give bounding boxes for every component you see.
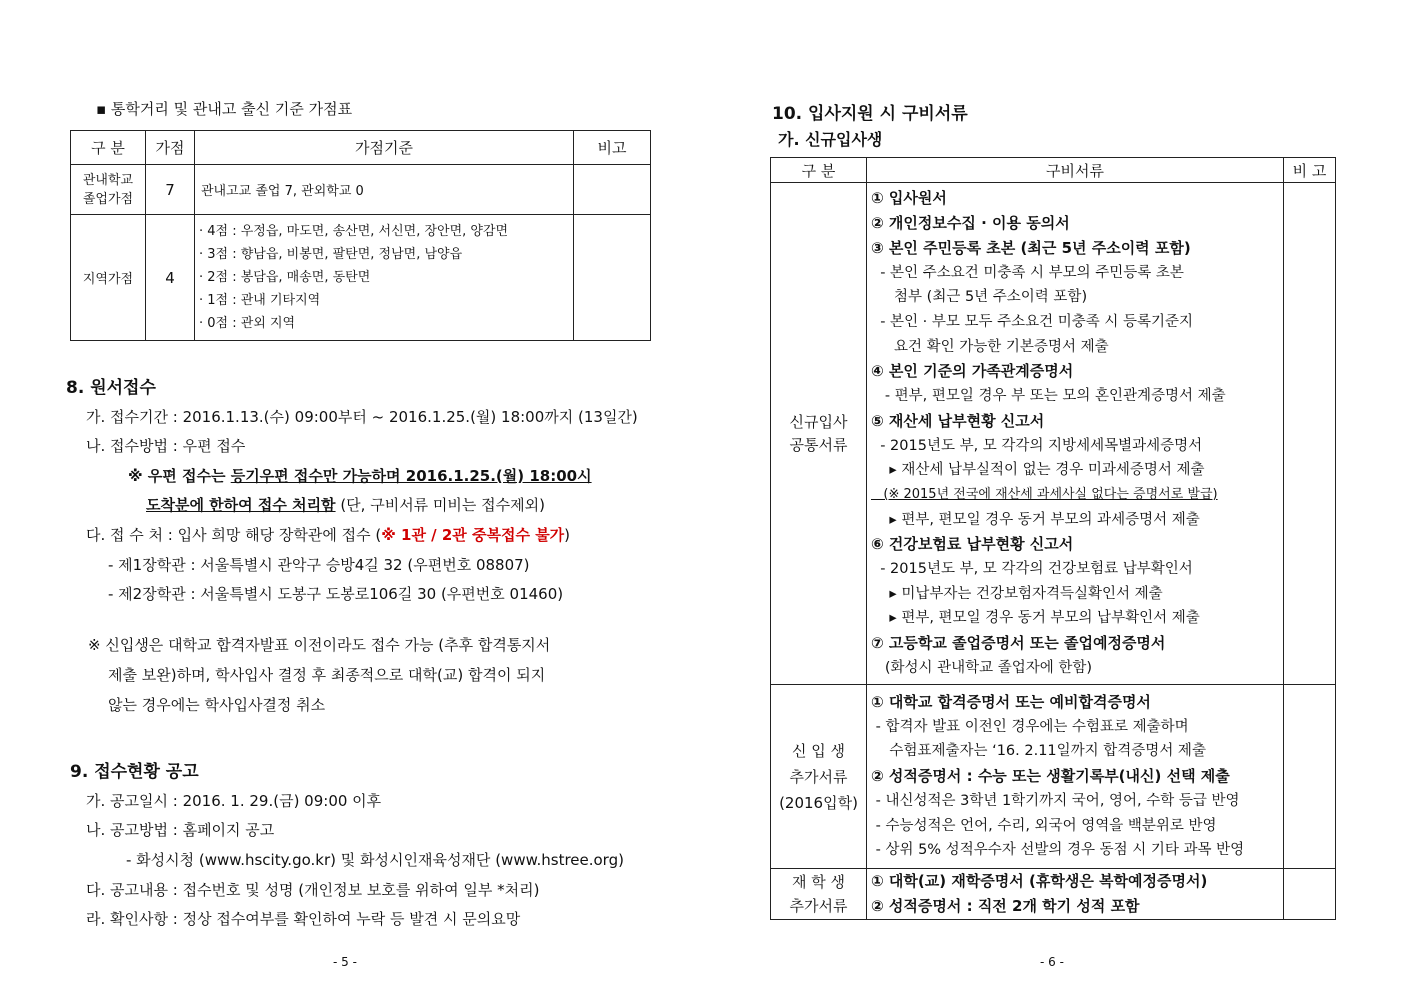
document-line: ② 성적증명서 : 수능 또는 생활기록부(내신) 선택 제출 — [871, 767, 1230, 786]
document-line: - 합격자 발표 이전인 경우에는 수험표로 제출하며 — [871, 718, 1189, 735]
document-line: (※ 2015년 전국에 재산세 과세사실 없다는 증명서로 발급) — [871, 486, 1218, 502]
table-row — [71, 165, 651, 215]
page-number-right: - 6 - — [1040, 955, 1064, 969]
bullet-title: ▪ 통학거리 및 관내고 출신 기준 가점표 — [96, 100, 353, 118]
document-line: - 본인 · 부모 모두 주소요건 미충족 시 등록기준지 — [871, 313, 1194, 330]
document-line: 요건 확인 가능한 기본증명서 제출 — [871, 338, 1109, 355]
section8-method: 나. 접수방법 : 우편 접수 — [86, 437, 246, 455]
document-line: ① 입사원서 — [871, 189, 947, 208]
document-line: - 편부, 편모일 경우 부 또는 모의 혼인관계증명서 제출 — [871, 388, 1226, 405]
section8-notice-2: 도착분에 한하여 접수 처리함 (단, 구비서류 미비는 접수제외) — [146, 496, 545, 514]
table1-header-category: 구 분 — [71, 131, 146, 165]
required-documents-table — [770, 157, 1336, 920]
table2-header-note: 비 고 — [1284, 158, 1336, 183]
row-note — [574, 215, 651, 341]
row-note — [1284, 685, 1336, 869]
table-row — [71, 215, 651, 341]
row-label: 지역가점 — [71, 215, 146, 341]
document-line: - 2015년도 부, 모 각각의 건강보험료 납부확인서 — [871, 561, 1193, 578]
table-row — [771, 685, 1336, 869]
row-label: 신 입 생 추가서류 (2016입학) — [771, 685, 867, 869]
section8-title: 8. 원서접수 — [66, 378, 156, 398]
row-note — [574, 165, 651, 215]
row-note — [1284, 869, 1336, 920]
row-score: 7 — [146, 165, 195, 215]
row-label: 관내학교 졸업가점 — [71, 165, 146, 215]
page-number-left: - 5 - — [333, 955, 357, 969]
row-label: 재 학 생 추가서류 — [771, 869, 867, 920]
document-line: - 상위 5% 성적우수자 선발의 경우 동점 시 기타 과목 반영 — [871, 842, 1245, 859]
document-line: ⑤ 재산세 납부현황 신고서 — [871, 411, 1045, 430]
row-documents — [867, 685, 1284, 869]
section8-remark-1: ※ 신입생은 대학교 합격자발표 이전이라도 접수 가능 (추후 합격통지서 — [88, 636, 551, 654]
section8-place: 다. 접 수 처 : 입사 희망 해당 장학관에 접수 (※ 1관 / 2관 중복접수 불가) — [86, 526, 571, 544]
document-line: ⑥ 건강보험료 납부현황 신고서 — [871, 535, 1074, 554]
document-line: - 2015년도 부, 모 각각의 지방세세목별과세증명서 — [871, 437, 1203, 454]
section9-check: 라. 확인사항 : 정상 접수여부를 확인하여 누락 등 발견 시 문의요망 — [86, 910, 521, 928]
document-line: ④ 본인 기준의 가족관계증명서 — [871, 362, 1074, 381]
section9-content: 다. 공고내용 : 접수번호 및 성명 (개인정보 보호를 위하여 일부 *처리) — [86, 881, 540, 899]
section8-remark-2: 제출 보완)하며, 학사입사 결정 후 최종적으로 대학(교) 합격이 되지 — [108, 666, 546, 684]
section9-title: 9. 접수현황 공고 — [70, 762, 199, 782]
row-criteria: · 4점 : 우정읍, 마도면, 송산면, 서신면, 장안면, 양감면 · 3점 : 향남읍, 비봉면, 팔탄면, 정남면, 남양읍 · 2점 : 봉담읍, 매송면, 동탄면 · 1점 : 관내 기타지역 · 0점 : 관외 지역 — [195, 215, 574, 341]
document-line: (화성시 관내학교 졸업자에 한함) — [871, 659, 1093, 676]
table2-header-category: 구 분 — [771, 158, 867, 183]
row-note — [1284, 183, 1336, 685]
table-row — [771, 183, 1336, 685]
document-line: ▸ 편부, 편모일 경우 동거 부모의 과세증명서 제출 — [871, 511, 1200, 528]
document-line: ⑦ 고등학교 졸업증명서 또는 졸업예정증명서 — [871, 634, 1166, 653]
section8-remark-3: 않는 경우에는 학사입사결정 취소 — [108, 696, 326, 714]
document-line: ▸ 편부, 편모일 경우 동거 부모의 납부확인서 제출 — [871, 610, 1200, 627]
document-line: ③ 본인 주민등록 초본 (최근 5년 주소이력 포함) — [871, 238, 1191, 257]
table1-header-criteria: 가점기준 — [195, 131, 574, 165]
section8-period: 가. 접수기간 : 2016.1.13.(수) 09:00부터 ~ 2016.1.25.(월) 18:00까지 (13일간) — [86, 408, 638, 426]
section9-sites: - 화성시청 (www.hscity.go.kr) 및 화성시인재육성재단 (www.hstree.org) — [126, 851, 624, 869]
document-line: 수험표제출자는 ‘16. 2.11일까지 합격증명서 제출 — [871, 743, 1206, 760]
row-documents — [867, 183, 1284, 685]
document-line: ▸ 미납부자는 건강보험자격득실확인서 제출 — [871, 585, 1163, 602]
row-documents — [867, 869, 1284, 920]
section8-hall2: - 제2장학관 : 서울특별시 도봉구 도봉로106길 30 (우편번호 01460) — [108, 585, 564, 603]
section9-method: 나. 공고방법 : 홈페이지 공고 — [86, 821, 275, 839]
section8-notice-1: ※ 우편 접수는 등기우편 접수만 가능하며 2016.1.25.(월) 18:00시 — [128, 467, 592, 485]
section10-subtitle: 가. 신규입사생 — [778, 130, 883, 149]
document-line: ① 대학(교) 재학증명서 (휴학생은 복학예정증명서) — [871, 872, 1208, 891]
table1-header-score: 가점 — [146, 131, 195, 165]
table-row — [771, 869, 1336, 920]
document-line: - 본인 주소요건 미충족 시 부모의 주민등록 초본 — [871, 264, 1184, 281]
document-line: - 내신성적은 3학년 1학기까지 국어, 영어, 수학 등급 반영 — [871, 792, 1240, 809]
bonus-points-table — [70, 130, 651, 341]
document-line: ② 성적증명서 : 직전 2개 학기 성적 포함 — [871, 897, 1140, 915]
document-line: ② 개인정보수집 · 이용 동의서 — [871, 214, 1070, 233]
document-line: - 수능성적은 언어, 수리, 외국어 영역을 백분위로 반영 — [871, 817, 1217, 834]
document-line: ▸ 재산세 납부실적이 없는 경우 미과세증명서 제출 — [871, 462, 1205, 479]
section8-hall1: - 제1장학관 : 서울특별시 관악구 승방4길 32 (우편번호 08807) — [108, 556, 530, 574]
section10-title: 10. 입사지원 시 구비서류 — [772, 104, 968, 124]
section9-date: 가. 공고일시 : 2016. 1. 29.(금) 09:00 이후 — [86, 792, 382, 810]
document-line: 첨부 (최근 5년 주소이력 포함) — [871, 289, 1088, 306]
table1-header-note: 비고 — [574, 131, 651, 165]
row-label: 신규입사 공통서류 — [771, 183, 867, 685]
document-line: ① 대학교 합격증명서 또는 예비합격증명서 — [871, 693, 1151, 712]
row-score: 4 — [146, 215, 195, 341]
table2-header-docs: 구비서류 — [867, 158, 1284, 183]
row-criteria: 관내고교 졸업 7, 관외학교 0 — [195, 165, 574, 215]
